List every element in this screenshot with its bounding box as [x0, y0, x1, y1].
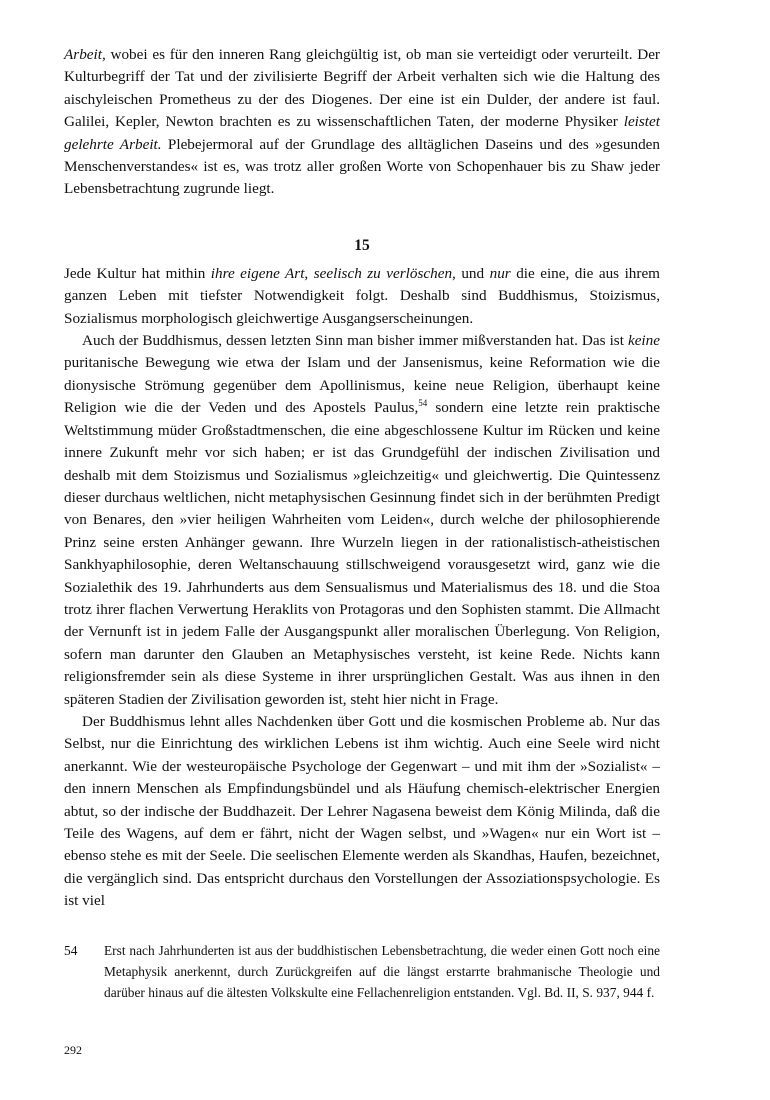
p1-text-1: Jede Kultur hat mithin — [64, 264, 211, 282]
intro-paragraph — [64, 44, 660, 201]
page-body — [64, 44, 660, 913]
paragraph-1 — [64, 263, 660, 330]
intro-emphasis-gelehrte-arbeit: leistet gelehrte Arbeit. — [64, 113, 660, 153]
intro-emphasis-arbeit: Arbeit, — [64, 46, 106, 63]
p1-emphasis-nur: nur — [489, 264, 511, 282]
p2-text-2: puritanische Bewegung wie etwa der Islam und der Jansenismus, keine Reformation wie die dionysische Strömung gegenüber dem Apollinismus, keine neue Religion, überhaupt keine Religion wie die der Veden und des Apostels Paulus, — [64, 354, 660, 417]
footnote-reference[interactable]: 54 — [418, 398, 428, 409]
p1-text-2: und — [455, 264, 490, 282]
paragraph-3: Der Buddhismus lehnt alles Nachdenken über Gott und die kosmischen Probleme ab. Nur das Selbst, nur die Einrichtung des wirklichen Lebens ist ihm wichtig. Auch eine Seele wird nicht anerkannt. Wie der westeuropäische Psychologe der Gegenwart – und mit ihm der »Sozialist« – den innern Menschen als Empfindungsbündel und als Häufung chemisch-elektrischer Energien abtut, so der indische der Buddhazeit. Der Lehrer Nagasena beweist dem König Milinda, daß die Teile des Wagens, auf dem er fährt, nicht der Wagen selbst, und »Wagen« nur ein Wort ist – ebenso stehe es mit der Seele. Die seelischen Elemente werden als Skandhas, Haufen, bezeichnet, die vergänglich sind. Das entspricht durchaus den Vorstellungen der Assoziationspsychologie. Es ist viel — [64, 712, 660, 910]
intro-text-1: wobei es für den inneren Rang gleichgültig ist, ob man sie verteidigt oder verurteilt. Der Kulturbegriff der Tat und der zivilisierte Begriff der Arbeit verhalten sich wie die Haltung des aischyleischen Prometheus zu der des Diogenes. Der eine ist ein Dulder, der andere ist faul. Galilei, Kepler, Newton brachten es zu wissenschaftlichen Taten, der moderne Physiker — [64, 46, 660, 131]
p1-emphasis-1: ihre eigene Art, seelisch zu verlöschen, — [210, 264, 456, 282]
footnote — [64, 940, 660, 1003]
intro-text-2: Plebejermoral auf der Grundlage des alltäglichen Daseins und des »gesunden Menschenverstandes« ist es, was trotz aller großen Worte von Schopenhauer bis zu Shaw jeder Lebensbetrachtung zugrunde liegt. — [64, 135, 660, 198]
section-heading: 15 — [354, 236, 370, 254]
p2-text-3: sondern eine letzte rein praktische Weltstimmung müder Großstadtmenschen, die eine abgeschlossene Kultur im Rücken und keine innere Zukunft mehr vor sich haben; er ist das Grundgefühl der indischen Zivilisation und deshalb mit dem Stoizismus und Sozialismus »gleichzeitig« und gleichwertig. Die Quintessenz dieser durchaus weltlichen, nicht metaphysischen Gesinnung findet sich in der berühmten Predigt von Benares, den »vier heiligen Wahrheiten vom Leiden«, durch welche der philosophierende Prinz seine ersten Anhänger gewann. Ihre Wurzeln liegen in der rationalistisch-atheistischen Sankhyaphilosophie, deren Weltanschauung stillschweigend vorausgesetzt wird, ganz wie die Sozialethik des 19. Jahrhunderts aus dem Sensualismus und Materialismus des 18. und die Stoa trotz ihrer flachen Verwertung Heraklits von Protagoras und den Sophisten stammt. Die Allmacht der Vernunft ist in jedem Falle der Ausgangspunkt aller moralischen Überlegung. Von Religion, sofern man darunter den Glauben an Metaphysisches versteht, ist keine Rede. Nichts kann religionsfremder sein als diese Systeme in ihrer ursprünglichen Gestalt. Was aus ihnen in den späteren Stadien der Zivilisation geworden ist, steht hier nicht in Frage. — [64, 399, 660, 708]
p2-text-1: Auch der Buddhismus, dessen letzten Sinn man bisher immer mißverstanden hat. Das ist — [82, 332, 628, 350]
page-number: 292 — [64, 1043, 82, 1057]
footnote-text: Erst nach Jahrhunderten ist aus der buddhistischen Lebensbetrachtung, die weder einen Gott noch eine Metaphysik anerkennt, durch Zurückgreifen auf die längst erstarrte brahmanische Theologie und darüber hinaus auf die ältesten Volkskulte eine Fellachenreligion entstanden. Vgl. Bd. II, S. 937, 944 f. — [104, 943, 660, 1000]
p2-emphasis-keine: keine — [627, 332, 660, 350]
paragraph-2 — [64, 330, 660, 711]
footnote-number: 54 — [64, 943, 78, 958]
p1-text-3: die eine, die aus ihrem ganzen Leben mit tiefster Notwendigkeit folgt. Deshalb sind Buddhismus, Stoizismus, Sozialismus morphologisch gleichwertige Ausgangserscheinungen. — [64, 264, 660, 327]
